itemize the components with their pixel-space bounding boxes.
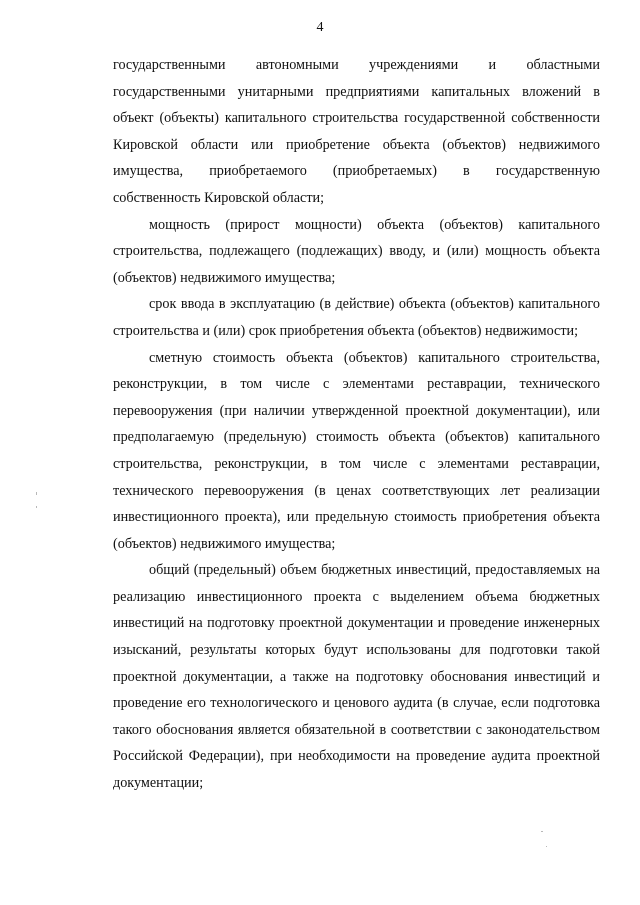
paragraph-continued: государственными автономными учреждениями и областными государственными унитарными предприятиями капитальных вложений в объект (объекты) капитального строительства государственной собственности Кировской области или приобретение объекта (объектов) недвижимого имущества, приобретаемого (приобретаемых) в государственную собственность Кировской области; xyxy=(113,57,600,206)
paragraph-estimated-cost: сметную стоимость объекта (объектов) капитального строительства, реконструкции, в том числе с элементами реставрации, технического перевооружения (при наличии утвержденной проектной документации), или предполагаемую (предельную) стоимость объекта (объектов) капитального строительства, реконструкции, в том числе с элементами реставрации, технического перевооружения (в ценах соответствующих лет реализации инвестиционного проекта), или предельную стоимость приобретения объекта (объектов) недвижимого имущества; xyxy=(113,349,600,552)
document-body xyxy=(113,52,600,797)
scan-speck xyxy=(546,846,547,847)
paragraph-commissioning-date: срок ввода в эксплуатацию (в действие) объекта (объектов) капитального строительства и (или) срок приобретения объекта (объектов) недвижимости; xyxy=(113,296,600,339)
paragraph-investment-volume: общий (предельный) объем бюджетных инвестиций, предоставляемых на реализацию инвестиционного проекта с выделением объема бюджетных инвестиций на подготовку проектной документации и проведение инженерных изысканий, результаты которых будут использованы для подготовки такой проектной документации, а также на подготовку обоснования инвестиций и проведение его технологического и ценового аудита (в случае, если подготовка такого обоснования является обязательной в соответствии с законодательством Российской Федерации), при необходимости на проведение аудита проектной документации; xyxy=(113,562,600,792)
page-number: 4 xyxy=(316,20,324,35)
paragraph-capacity: мощность (прирост мощности) объекта (объектов) капитального строительства, подлежащего (подлежащих) вводу, и (или) мощность объекта (объектов) недвижимого имущества; xyxy=(113,216,600,286)
scan-speck xyxy=(541,831,543,832)
scan-speck xyxy=(36,506,37,508)
scan-speck xyxy=(36,492,37,495)
